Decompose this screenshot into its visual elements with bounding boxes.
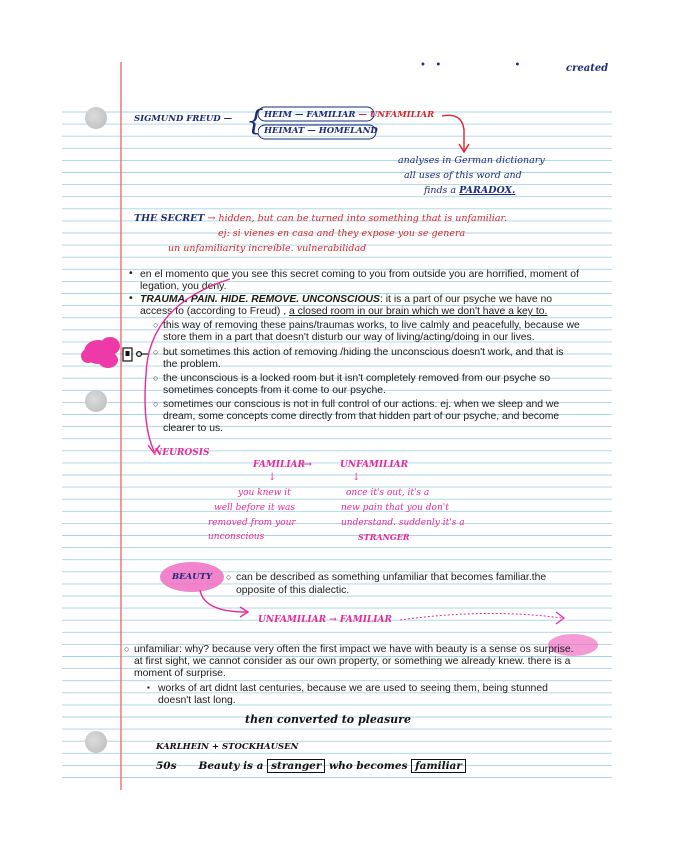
bullet-dot: •	[129, 293, 133, 304]
neurosis-left-line: well before it was	[214, 503, 296, 513]
sub-bullet-circle: ○	[153, 320, 159, 330]
created-word: created	[566, 63, 609, 74]
sub-note-1-cont: store them in a part that doesn't disturb our way of living/acting/doing in our lives.	[163, 332, 535, 343]
bullet-dot: •	[129, 268, 133, 279]
neurosis-right-line: understand. suddenly it's a	[341, 518, 465, 528]
down-arrow: ↓	[268, 472, 277, 483]
neurosis-right-line: new pain that you don't	[341, 503, 449, 513]
beauty-arrow-text: UNFAMILIAR → FAMILIAR	[258, 615, 392, 625]
red-arrow-down	[440, 110, 480, 158]
beauty-desc: can be described as something unfamiliar that becomes familiar.the	[236, 572, 547, 583]
beauty-desc-cont: opposite of this dialectic.	[236, 585, 350, 596]
secret-line-2: ej: si vienes en casa and they expose you se genera	[218, 228, 466, 239]
unfamiliar-note-cont: at first sight, we cannot consider as our own property, or something we already knew. there is a	[134, 656, 571, 667]
pink-arrow-curve	[118, 275, 248, 460]
familiar-box: familiar	[411, 759, 466, 773]
brace: {	[246, 104, 264, 137]
beauty-arrow	[190, 588, 260, 622]
neurosis-left-line: you knew it	[238, 488, 291, 498]
sub-note-2-cont: the problem.	[163, 359, 221, 370]
sub-note-3: the unconscious is a locked room but it isn't completely removed from our psyche so	[163, 373, 551, 384]
art-note-cont: doesn't last long.	[158, 695, 236, 706]
dotted-arrow	[396, 604, 576, 632]
sub-bullet-circle: ○	[153, 373, 159, 383]
sub-note-3-cont: sometimes concepts from it come to our psyche.	[163, 385, 386, 396]
heim-line: HEIM — FAMILIAR — UNFAMILIAR	[264, 110, 435, 120]
sub-note-4-cont: clearer to us.	[163, 423, 224, 434]
neurosis-left-line: removed from your	[208, 518, 296, 528]
down-arrow: ↓	[352, 472, 361, 483]
binder-hole	[85, 731, 107, 753]
stranger-box: stranger	[267, 759, 325, 773]
sub-note-4: sometimes our conscious is not in full control of our actions. ej. when we sleep and we	[163, 399, 560, 410]
analyses-line: finds a PARADOX.	[424, 185, 516, 196]
neurosis-arrow: →	[302, 457, 313, 471]
binder-hole	[85, 107, 107, 129]
names-line: KARLHEIN + STOCKHAUSEN	[156, 742, 299, 752]
unfamiliar-note-cont: moment of surprise.	[134, 668, 226, 679]
heim-highlight	[258, 106, 378, 142]
sub-bullet-circle: ○	[153, 347, 159, 357]
note-bullet-1-cont: legation, you deny.	[140, 281, 227, 292]
sub-note-2: but sometimes this action of removing /hiding the unconscious doesn't work, and that is	[163, 347, 564, 358]
beauty-label: BEAUTY	[172, 572, 213, 582]
note-bullet-2-cont: access to (according to Freud) , a closed room in our brain which we don't have a key to.	[140, 306, 548, 317]
neurosis-left-line: unconscious	[208, 532, 265, 542]
neurosis-label: NEUROSIS	[154, 448, 210, 458]
unfamiliar-note: unfamiliar: why? because very often the first impact we have with beauty is a sense os surprise.	[134, 644, 574, 655]
neurosis-unfamiliar: UNFAMILIAR	[340, 460, 409, 470]
bullet-dot: ▪	[147, 683, 150, 692]
neurosis-familiar: FAMILIAR	[253, 460, 306, 470]
sub-note-4-cont: dream, some concepts come directly from that hidden part of our psyche, and become	[163, 411, 560, 422]
top-dots: • • •	[420, 60, 521, 71]
heimat-line: HEIMAT — HOMELAND	[264, 126, 378, 136]
secret-line-3: un unfamiliarity increíble. vulnerabilidad	[168, 243, 367, 254]
secret-line-1: THE SECRET → hidden, but can be turned into something that is unfamiliar.	[134, 213, 508, 224]
sub-bullet-circle: ○	[124, 644, 130, 654]
analyses-line: analyses in German dictionary	[398, 155, 545, 166]
beauty-stranger-line: 50s Beauty is a stranger who becomes familiar	[156, 760, 466, 772]
sub-note-1: this way of removing these pains/traumas works, to live calmly and peacefully, because we	[163, 320, 580, 331]
converted-line: then converted to pleasure	[245, 713, 411, 726]
sub-bullet-circle: ○	[226, 572, 232, 582]
art-note: works of art didnt last centuries, because we are used to seeing them, being stunned	[158, 683, 548, 694]
binder-hole	[85, 390, 107, 412]
analyses-line: all uses of this word and	[404, 170, 522, 181]
neurosis-right-line: STRANGER	[358, 532, 410, 542]
neurosis-right-line: once it's out, it's a	[346, 488, 430, 498]
note-bullet-2: TRAUMA. PAIN. HIDE. REMOVE. UNCONSCIOUS: it is a part of our psyche we have no	[140, 294, 553, 305]
freud-name: SIGMUND FREUD —	[134, 114, 233, 124]
note-bullet-1: en el momento que you see this secret coming to you from outside you are horrified, moment of	[140, 269, 579, 280]
sub-bullet-circle: ○	[153, 399, 159, 409]
